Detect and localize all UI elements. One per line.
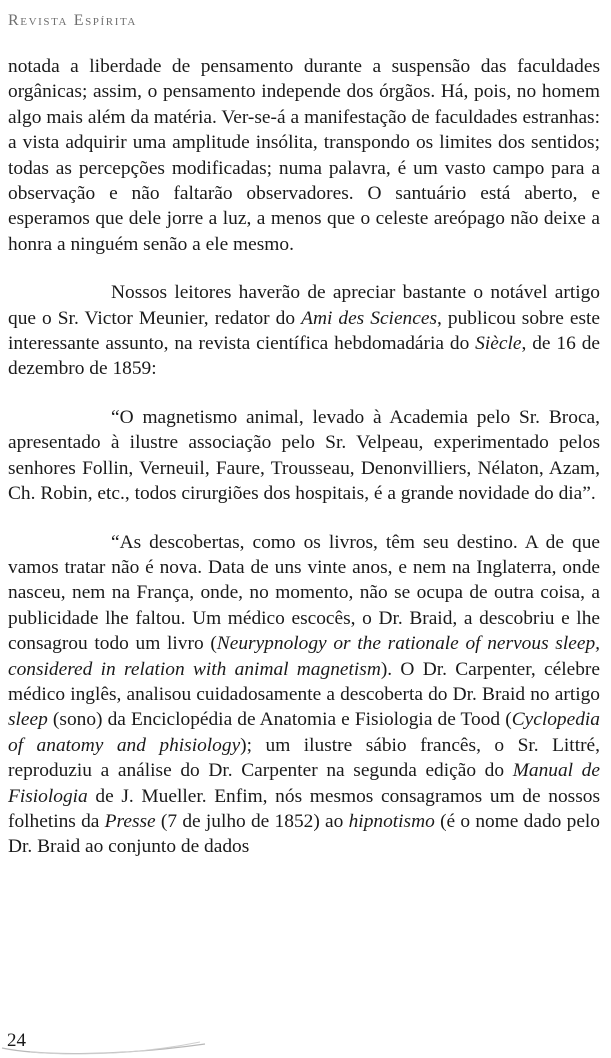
paragraph-2: [8, 280, 600, 382]
body-text: [8, 54, 600, 860]
italic-title: Presse: [104, 810, 156, 832]
text-run: “As descobertas, como os livros, têm seu destino. A de que vamos tratar não é nova. Data de uns vinte anos, e nem na Inglaterra, onde nasceu, nem na França, onde, no momento, não se ocupa de outra coisa, a publicidade lhe faltou. Um médico escocês, o Dr. Braid, a descobriu e lhe consagrou todo um livro (: [8, 531, 600, 655]
text-run: (é o nome dado pelo Dr. Braid ao conjunto de dados: [8, 810, 601, 858]
text-run: , publicou sobre este interessante assunto, na revista científica hebdomadária do: [8, 307, 600, 355]
italic-title: Ami des Sciences: [301, 307, 438, 329]
text-run: Nossos leitores haverão de apreciar bastante o notável artigo que o Sr. Victor Meunier, redator do: [8, 282, 600, 329]
text-run: , de 16 de dezembro de 1859:: [8, 333, 600, 380]
text-run: (sono) da Enciclopédia de Anatomia e Fisiologia de Tood (: [47, 709, 512, 731]
text-run: (7 de julho de 1852) ao: [155, 810, 349, 832]
paragraph-4: [8, 530, 600, 860]
italic-title: sleep: [8, 709, 48, 731]
page-number-swoosh: [0, 1026, 220, 1056]
text-run: ); um ilustre sábio francês, o Sr. Littré, reproduziu a análise do Dr. Carpenter na segunda edição do: [8, 734, 600, 782]
page-number: 24: [7, 1030, 26, 1051]
italic-title: Neurypnology or the rationale of nervous sleep, considered in relation with animal magnetism: [8, 633, 600, 680]
running-head: Revista Espírita: [8, 12, 137, 29]
italic-title: Manual de Fisiologia: [8, 760, 600, 807]
paragraph-1: [8, 54, 600, 257]
text-run: ). O Dr. Carpenter, célebre médico inglês, analisou cuidadosamente a descoberta do Dr. Braid no artigo: [8, 658, 600, 705]
text-run: “O magnetismo animal, levado à Academia pelo Sr. Broca, apresentado à ilustre associação pelo Sr. Velpeau, experimentado pelos senhores Follin, Verneuil, Faure, Trousseau, Denonvilliers, Nélaton, Azam, Ch. Robin, etc., todos cirurgiões dos hospitais, é a grande novidade do dia”.: [8, 406, 600, 505]
italic-title: Cyclopedia of anatomy and phisiology: [8, 709, 600, 756]
text-run: notada a liberdade de pensamento durante a suspensão das faculdades orgânicas; assim, o pensamento independe dos órgãos. Há, pois, no homem algo mais além da matéria. Ver-se-á a manifestação de faculdades estranhas: a vista adquirir uma amplitude insólita, transpondo os limites dos sentidos; todas as percepções modificadas; numa palavra, é um vasto campo para a observação e não faltarão observadores. O santuário está aberto, e esperamos que dele jorre a luz, a menos que o celeste areópago não deixe a honra a ninguém senão a ele mesmo.: [8, 56, 600, 255]
paragraph-3: [8, 405, 600, 507]
text-run: de J. Mueller. Enfim, nós mesmos consagramos um de nossos folhetins da: [8, 785, 600, 832]
italic-title: Siècle: [475, 333, 522, 355]
italic-title: hipnotismo: [348, 810, 435, 832]
